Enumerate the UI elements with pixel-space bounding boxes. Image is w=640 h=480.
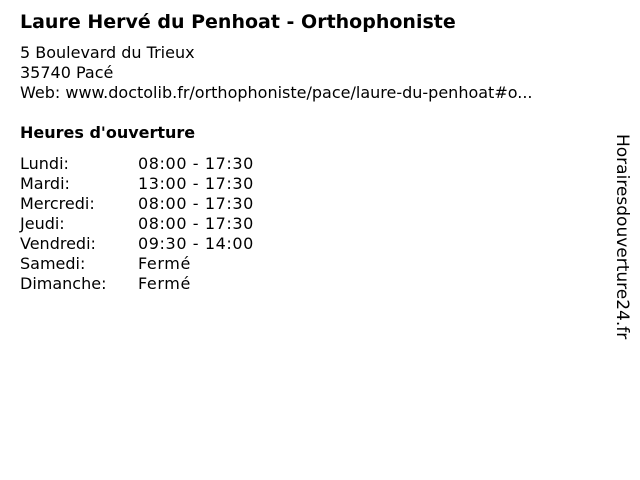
hours-row-thursday [20,214,254,234]
day-label: Lundi: [20,154,69,173]
address-block [20,43,533,103]
hours-row-saturday [20,254,254,274]
day-hours: 13:00 - 17:30 [138,174,254,193]
street-address: 5 Boulevard du Trieux [20,43,195,62]
day-label: Dimanche: [20,274,107,293]
day-label: Vendredi: [20,234,96,253]
hours-row-wednesday [20,194,254,214]
day-label: Mardi: [20,174,70,193]
day-hours: 09:30 - 14:00 [138,234,254,253]
hours-row-monday [20,154,254,174]
day-label: Mercredi: [20,194,95,213]
day-label: Samedi: [20,254,86,273]
day-hours: 08:00 - 17:30 [138,214,254,233]
opening-hours-table [20,154,254,294]
site-brand-vertical: Horairesdouverture24.fr [612,134,632,340]
opening-hours-title: Heures d'ouverture [20,123,196,142]
website-label: Web: [20,83,61,102]
hours-row-tuesday [20,174,254,194]
website-link[interactable]: www.doctolib.fr/orthophoniste/pace/laure-du-penhoat#o... [65,83,533,102]
day-hours: Fermé [138,274,191,293]
day-hours: 08:00 - 17:30 [138,194,254,213]
city-postcode: 35740 Pacé [20,63,114,82]
day-hours: 08:00 - 17:30 [138,154,254,173]
day-hours: Fermé [138,254,191,273]
hours-row-sunday [20,274,254,294]
day-label: Jeudi: [20,214,65,233]
website-line [20,83,533,103]
hours-row-friday [20,234,254,254]
business-name: Laure Hervé du Penhoat - Orthophoniste [20,11,456,33]
